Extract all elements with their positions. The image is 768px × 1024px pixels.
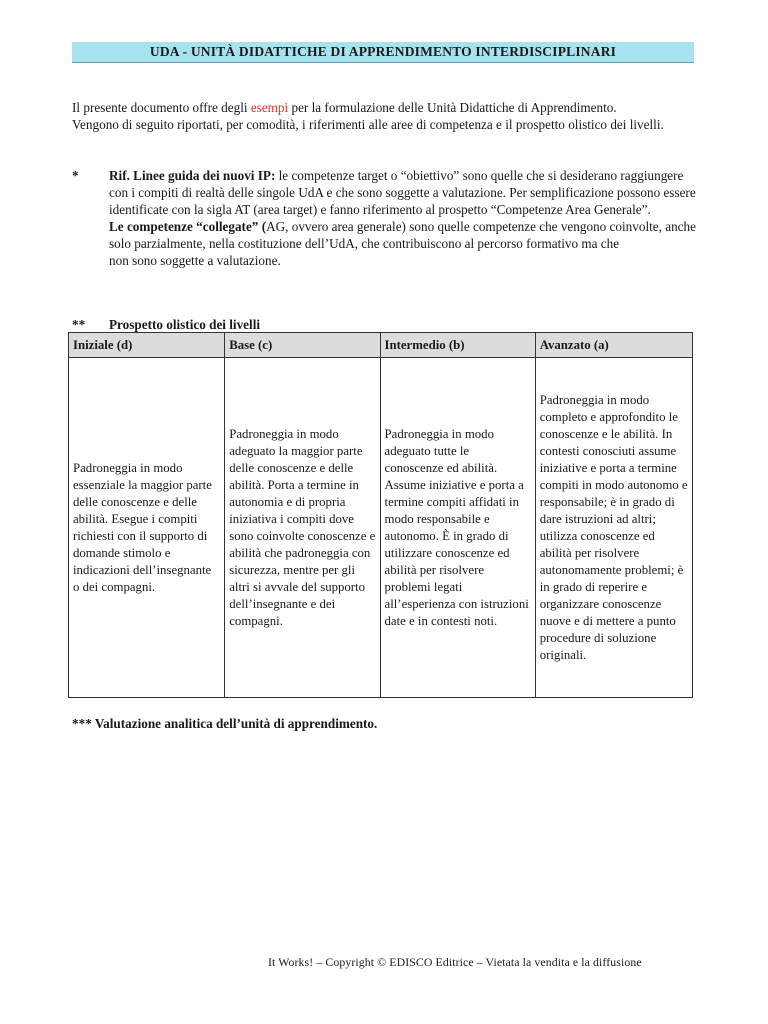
cell-base: Padroneggia in modo adeguato la maggior parte delle conoscenze e delle abilità. Porta a termine in autonomia e di propria iniziativa i compiti dove sono coinvolte conoscenze e abilità che padroneggia con sicurezza, mentre per gli altri si avvale del supporto dell’insegnante e dei compagni.	[225, 358, 380, 698]
header-intermedio: Intermedio (b)	[380, 333, 535, 358]
evaluation-heading: *** Valutazione analitica dell’unità di apprendimento.	[72, 716, 378, 731]
note-text-3: non sono soggette a valutazione.	[109, 253, 281, 268]
document-title: UDA - UNITÀ DIDATTICHE DI APPRENDIMENTO INTERDISCIPLINARI	[72, 42, 694, 63]
levels-heading: Prospetto olistico dei livelli	[109, 317, 261, 332]
intro-line-1	[72, 99, 702, 116]
intro-text: Il presente documento offre degli	[72, 100, 251, 115]
header-iniziale: Iniziale (d)	[69, 333, 225, 358]
cell-iniziale: Padroneggia in modo essenziale la maggior parte delle conoscenze e delle abilità. Esegue i compiti richiesti con il supporto di domande stimolo e indicazioni dell’insegnante o dei compagni.	[69, 358, 225, 698]
note-text-2: AG, ovvero area generale) sono quelle competenze che vengono coinvolte, anche solo parzialmente, nella costituzione dell’UdA, che contribuiscono al percorso formativo ma che	[109, 219, 696, 251]
header-avanzato: Avanzato (a)	[535, 333, 692, 358]
intro-highlight: esempi	[250, 100, 289, 115]
levels-table	[68, 332, 693, 698]
header-base: Base (c)	[225, 333, 380, 358]
intro-line-2: Vengono di seguito riportati, per comodità, i riferimenti alle aree di competenza e il prospetto olistico dei livelli.	[72, 117, 664, 132]
note-marker-2: **	[72, 317, 86, 332]
note-heading-2: Le competenze “collegate” (	[109, 219, 267, 234]
cell-avanzato: Padroneggia in modo completo e approfondito le conoscenze e le abilità. In contesti conosciuti assume iniziative e porta a termine compiti in modo autonomo e responsabile; è in grado di dare istruzioni ad altri; utilizza conoscenze ed abilità per risolvere autonomamente problemi; è in grado di reperire e organizzare conoscenze nuove e di mettere a punto procedure di soluzione originali.	[535, 358, 692, 698]
copyright-footer: It Works! – Copyright © EDISCO Editrice – Vietata la vendita e la diffusione	[268, 955, 642, 969]
levels-header-row	[69, 333, 693, 358]
intro-text-after: per la formulazione delle Unità Didattiche di Apprendimento.	[288, 100, 617, 115]
note-heading: Rif. Linee guida dei nuovi IP:	[109, 168, 276, 183]
note-collegate-text	[109, 218, 702, 252]
intro-paragraph	[72, 99, 702, 133]
cell-intermedio: Padroneggia in modo adeguato tutte le conoscenze ed abilità. Assume iniziative e porta a termine compiti affidati in modo responsabile e autonomo. È in grado di utilizzare conoscenze ed abilità per risolvere problemi legati all’esperienza con istruzioni date e in contesti noti.	[380, 358, 535, 698]
note-guidelines-text	[109, 167, 702, 218]
note-guidelines	[72, 167, 702, 269]
note-marker: *	[72, 168, 79, 183]
note-levels-heading	[72, 316, 702, 333]
levels-body-row	[69, 358, 693, 698]
note-text: le competenze target o “obiettivo” sono quelle che si desiderano raggiungere con i compiti di realtà delle singole UdA e che sono soggette a valutazione. Per semplificazione possono essere identificate con la sigla AT (area target) e fanno riferimento al prospetto “Competenze Area Generale”.	[109, 168, 696, 217]
